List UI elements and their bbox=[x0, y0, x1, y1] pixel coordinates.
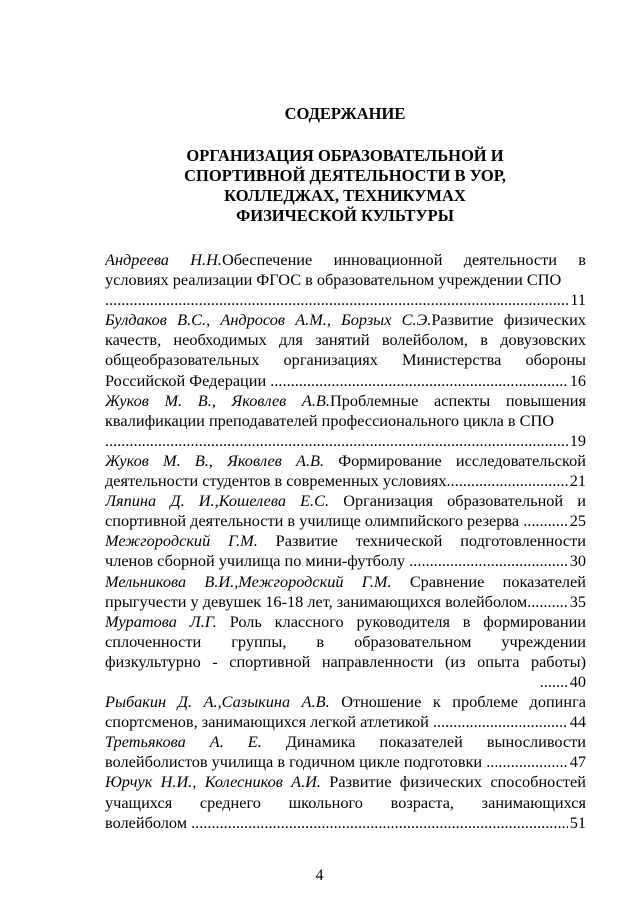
toc-entry-author: Межгородский Г.М. bbox=[105, 531, 258, 551]
toc-entry-page: 21 bbox=[569, 471, 586, 491]
toc-entry-author: Андреева Н.Н. bbox=[105, 250, 222, 269]
section-title-line: СПОРТИВНОЙ ДЕЯТЕЛЬНОСТИ В УОР, bbox=[184, 166, 506, 185]
toc-entry-title: Динамика показателей выносливости bbox=[261, 732, 586, 752]
toc-entry-title: спортивной деятельности в училище олимпийского резерва bbox=[105, 511, 524, 531]
toc-entry bbox=[105, 732, 586, 772]
toc-entry bbox=[105, 692, 586, 732]
toc-entry-title: прыгучести у девушек 16-18 лет, занимающихся волейболом bbox=[105, 591, 528, 611]
contents-title: СОДЕРЖАНИЕ bbox=[284, 104, 406, 123]
toc-entry-title: Развитие технической подготовленности bbox=[257, 531, 586, 551]
toc-entry-title: Сравнение показателей bbox=[391, 571, 586, 591]
toc-entry-page: 47 bbox=[569, 752, 586, 772]
toc-entry-title: физкультурно - спортивной направленности (из опыта работы) bbox=[105, 651, 586, 671]
toc-entry-author: Ляпина Д. И.,Кошелева Е.С. bbox=[105, 491, 330, 511]
toc-leader-dots bbox=[191, 813, 568, 833]
toc-entry-title: членов сборной училища по мини-футболу bbox=[105, 551, 410, 571]
toc-entry bbox=[105, 310, 586, 390]
toc-entry-page: 16 bbox=[569, 370, 586, 390]
toc-entry bbox=[105, 772, 586, 832]
toc-leader-dots bbox=[105, 290, 568, 310]
toc-entry-author: Рыбакин Д. А.,Сазыкина А.В. bbox=[105, 692, 330, 712]
page-number: 4 bbox=[315, 867, 324, 884]
toc-entry-title: спортсменов, занимающихся легкой атлетикой bbox=[105, 712, 433, 732]
toc-entry-title: Развитие физических bbox=[431, 310, 586, 330]
toc-entry bbox=[105, 612, 586, 692]
toc-entry bbox=[105, 250, 586, 310]
section-title-line: ФИЗИЧЕСКОЙ КУЛЬТУРЫ bbox=[236, 206, 454, 225]
section-title-line: КОЛЛЕДЖАХ, ТЕХНИКУМАХ bbox=[224, 186, 466, 205]
toc-entry-page: 51 bbox=[569, 812, 586, 832]
toc-entry-page: 30 bbox=[569, 551, 586, 571]
toc-entry bbox=[105, 572, 586, 612]
toc-entry-title: общеобразовательных организациях Министерства обороны bbox=[105, 350, 586, 370]
toc-entry bbox=[105, 531, 586, 571]
toc-entry bbox=[105, 451, 586, 491]
toc-entry-author: Жуков М. В., Яковлев А.В. bbox=[105, 450, 325, 470]
toc-entry-title: волейболистов училища в годичном цикле подготовки bbox=[105, 752, 487, 772]
toc-entry-title: Организация образовательной и bbox=[329, 491, 586, 511]
toc-leader-dots bbox=[446, 471, 567, 491]
toc-entry-title: Формирование исследовательской bbox=[324, 450, 586, 470]
toc-entry-title: Российской Федерации bbox=[105, 370, 271, 390]
toc-entry-page: 11 bbox=[570, 290, 586, 310]
toc-entry-title: волейболом bbox=[105, 812, 192, 832]
toc-leader-dots bbox=[527, 592, 568, 612]
toc-entry-author: Муратова Л.Г. bbox=[105, 611, 217, 631]
toc-entry-author: Булдаков В.С., Андросов А.М., Борзых С.Э. bbox=[105, 310, 432, 330]
toc-entry-page: 19 bbox=[569, 430, 586, 450]
table-of-contents bbox=[105, 250, 586, 833]
toc-leader-dots bbox=[540, 672, 568, 692]
toc-leader-dots bbox=[105, 431, 568, 451]
toc-entry-title: квалификации преподавателей профессионального цикла в СПО bbox=[105, 410, 555, 430]
toc-entry-author: Мельникова В.И.,Межгородский Г.М. bbox=[105, 571, 392, 591]
toc-entry-title: Проблемные аспекты повышения bbox=[329, 390, 586, 410]
toc-entry-title: учащихся среднего школьного возраста, занимающихся bbox=[105, 792, 586, 812]
toc-leader-dots bbox=[270, 371, 567, 391]
toc-entry-title: Обеспечение инновационной деятельности в bbox=[221, 250, 586, 269]
toc-entry-title: деятельности студентов в современных условиях bbox=[105, 471, 447, 491]
toc-entry-title: Отношение к проблеме допинга bbox=[329, 692, 586, 712]
toc-entry-page: 25 bbox=[569, 511, 586, 531]
toc-entry-title: условиях реализации ФГОС в образовательном учреждении СПО bbox=[105, 270, 562, 290]
section-title-line: ОРГАНИЗАЦИЯ ОБРАЗОВАТЕЛЬНОЙ И bbox=[186, 146, 504, 165]
toc-leader-dots bbox=[523, 511, 568, 531]
toc-entry bbox=[105, 391, 586, 451]
section-title bbox=[105, 146, 585, 226]
toc-entry-author: Юрчук Н.И., Колесников А.И. bbox=[105, 772, 321, 792]
toc-entry-page: 44 bbox=[569, 712, 586, 732]
toc-leader-dots bbox=[433, 712, 568, 732]
toc-entry-page: 35 bbox=[569, 591, 586, 611]
toc-entry-author: Третьякова А. Е. bbox=[105, 732, 262, 752]
toc-entry-title: Роль классного руководителя в формировании bbox=[216, 611, 586, 631]
toc-leader-dots bbox=[486, 752, 568, 772]
toc-entry-title: Развитие физических способностей bbox=[320, 772, 586, 792]
toc-leader-dots bbox=[409, 551, 567, 571]
toc-entry-title: качеств, необходимых для занятий волейболом, в довузовских bbox=[105, 330, 586, 350]
toc-entry-title: сплоченности группы, в образовательном учреждении bbox=[105, 631, 586, 651]
toc-entry-page: 40 bbox=[569, 671, 586, 691]
toc-entry bbox=[105, 491, 586, 531]
toc-entry-author: Жуков М. В., Яковлев А.В. bbox=[105, 390, 330, 410]
